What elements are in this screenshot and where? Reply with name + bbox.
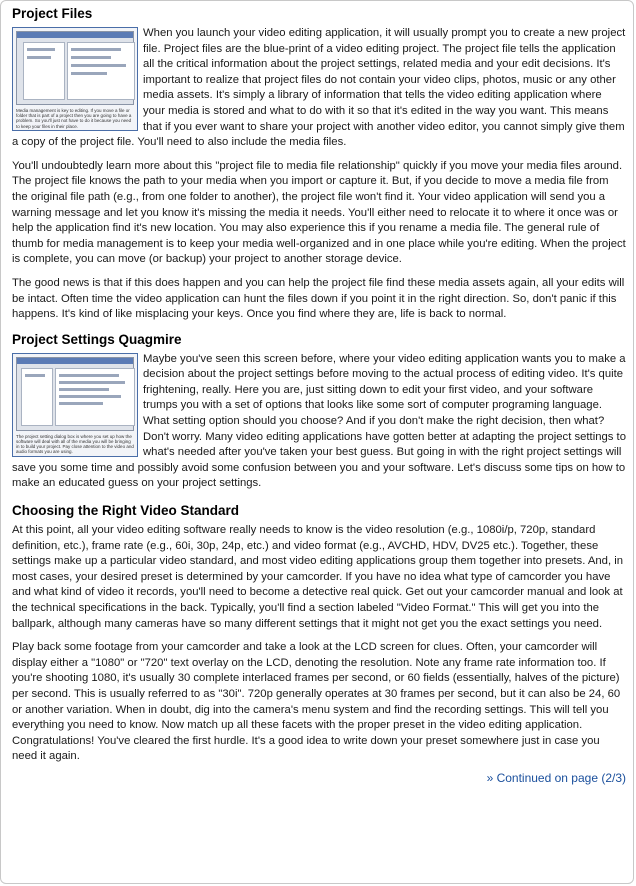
paragraph: Maybe you've seen this screen before, where your video editing application wants you to make a decision about the project settings before moving to the actual process of editing video. It's quite frightening, really. Here you are, just sitting down to edit your first video, and your software trumps you with a set of options that looks like some sort of computer programing language. What setting option should you choose? And if you don't make the right decision, then what? Don't worry. Many video editing applications have gotten better at adapting the project settings to what's needed after you've taken your best guess. But going in with the right project settings will save you some time and possibly avoid some confusion between you and your software. Let's discuss some tips on how to make an educated guess on your project settings. bbox=[12, 352, 626, 490]
section-project-files bbox=[12, 5, 626, 323]
article-content bbox=[12, 5, 626, 785]
section-title: Choosing the Right Video Standard bbox=[12, 503, 240, 519]
paragraph: The good news is that if this does happen and you can help the project file find these media assets again, all your edits will be intact. Often time the video application can hunt the files down if you point it in the right direction. So, don't panic if this happens. It's kind of like misplacing your keys. Once you find where they are, life is back to normal. bbox=[12, 276, 625, 321]
paragraph: When you launch your video editing application, it will usually prompt you to create a new project file. Project files are the blue-print of a video editing project. The project file tells the application all the critical information about the project settings, related media and your edit decisions. It's important to realize that project files do not contain your video clips, photos, music or any other media assets. It's simply a library of information that tells the video editing application where your media is stored and what to do with it so that it's edited in the way you want. This means that if you ever want to share your project with another video editor, you cannot simply give them a copy of the project file. You'll need to also include the media files. bbox=[12, 27, 626, 149]
paragraph: You'll undoubtedly learn more about this "project file to media file relationship" quickly if you move your media files around. The project file knows the path to your media when you import or capture it. But, if you decide to move a media file from the original file path (e.g., from one folder to another), the project file won't find it. Your video application will send you a warning message and let you know it's missing the media it needs. You'll either need to relocate it to where it once was or help the application find it's new location. You may also experience this if you rename a media file. The general rule of thumb for media management is to keep your media well-organized and in one place while you're editing. When the project is complete, you can move (or backup) your project to another storage device. bbox=[12, 159, 626, 266]
section-title: Project Files bbox=[12, 6, 93, 21]
screenshot-image bbox=[16, 357, 134, 431]
project-settings-screenshot-thumbnail[interactable] bbox=[12, 353, 138, 457]
section-project-settings bbox=[12, 331, 626, 492]
image-caption: The project setting dialog box is where you set up how the software will deal with all of the media you will be bringing in to build your project. Pay close attention to the video and audio formats you are using. bbox=[16, 433, 134, 455]
pagination bbox=[12, 771, 626, 785]
continued-link[interactable]: » Continued on page (2/3) bbox=[486, 770, 626, 785]
section-video-standard bbox=[12, 502, 626, 765]
screenshot-image bbox=[16, 31, 134, 105]
paragraph: At this point, all your video editing software really needs to know is the video resolution (e.g., 1080i/p, 720p, standard definition, etc.), frame rate (e.g., 60i, 30p, 24p, etc.) and video format (e.g., AVCHD, HDV, DV25 etc.). Together, these settings make up a particular video standard, and most video editing applications group them together into presets. And, in most cases, your desired preset is determined by your camcorder. If you have no idea what type of camcorder you have and what kind of video it records, you'll need to become a detective real quick. Get out your camcorder manual and look at the technical specifications in the back. Typically, you'll find a section labeled "Video Format." This will get you into the ballpark, although many cameras have so many different settings that it might not get you the exact settings you need. bbox=[12, 524, 624, 630]
section-title: Project Settings Quagmire bbox=[12, 331, 182, 347]
image-caption: Media management is key to editing. If you move a file or folder that is part of a project then you are going to have a problem. So you'll just not have to do it because you need to keep your files in their place. bbox=[16, 108, 132, 129]
paragraph: Play back some footage from your camcorder and take a look at the LCD screen for clues. Often, your camcorder will display either a "1080" or "720" text overlay on the LCD, denoting the resolution. Note any frame rate information too. If you're shooting 1080, it's usually 30 complete interlaced frames per second, or 60 fields (essentially, halves of the picture) per second. This is usually referred to as "30i". 720p generally operates at 30 frames per second, but it can also be 24, 60 or another variation. When in doubt, dig into the camera's menu system and find the recording settings. This will tell you everything you need to know. Now match up all these facets with the proper preset in the video editing application. Congratulations! You've cleared the first hurdle. It's a good idea to write down your preset somewhere just in case you need it again. bbox=[12, 641, 621, 763]
project-file-screenshot-thumbnail[interactable] bbox=[12, 27, 138, 131]
